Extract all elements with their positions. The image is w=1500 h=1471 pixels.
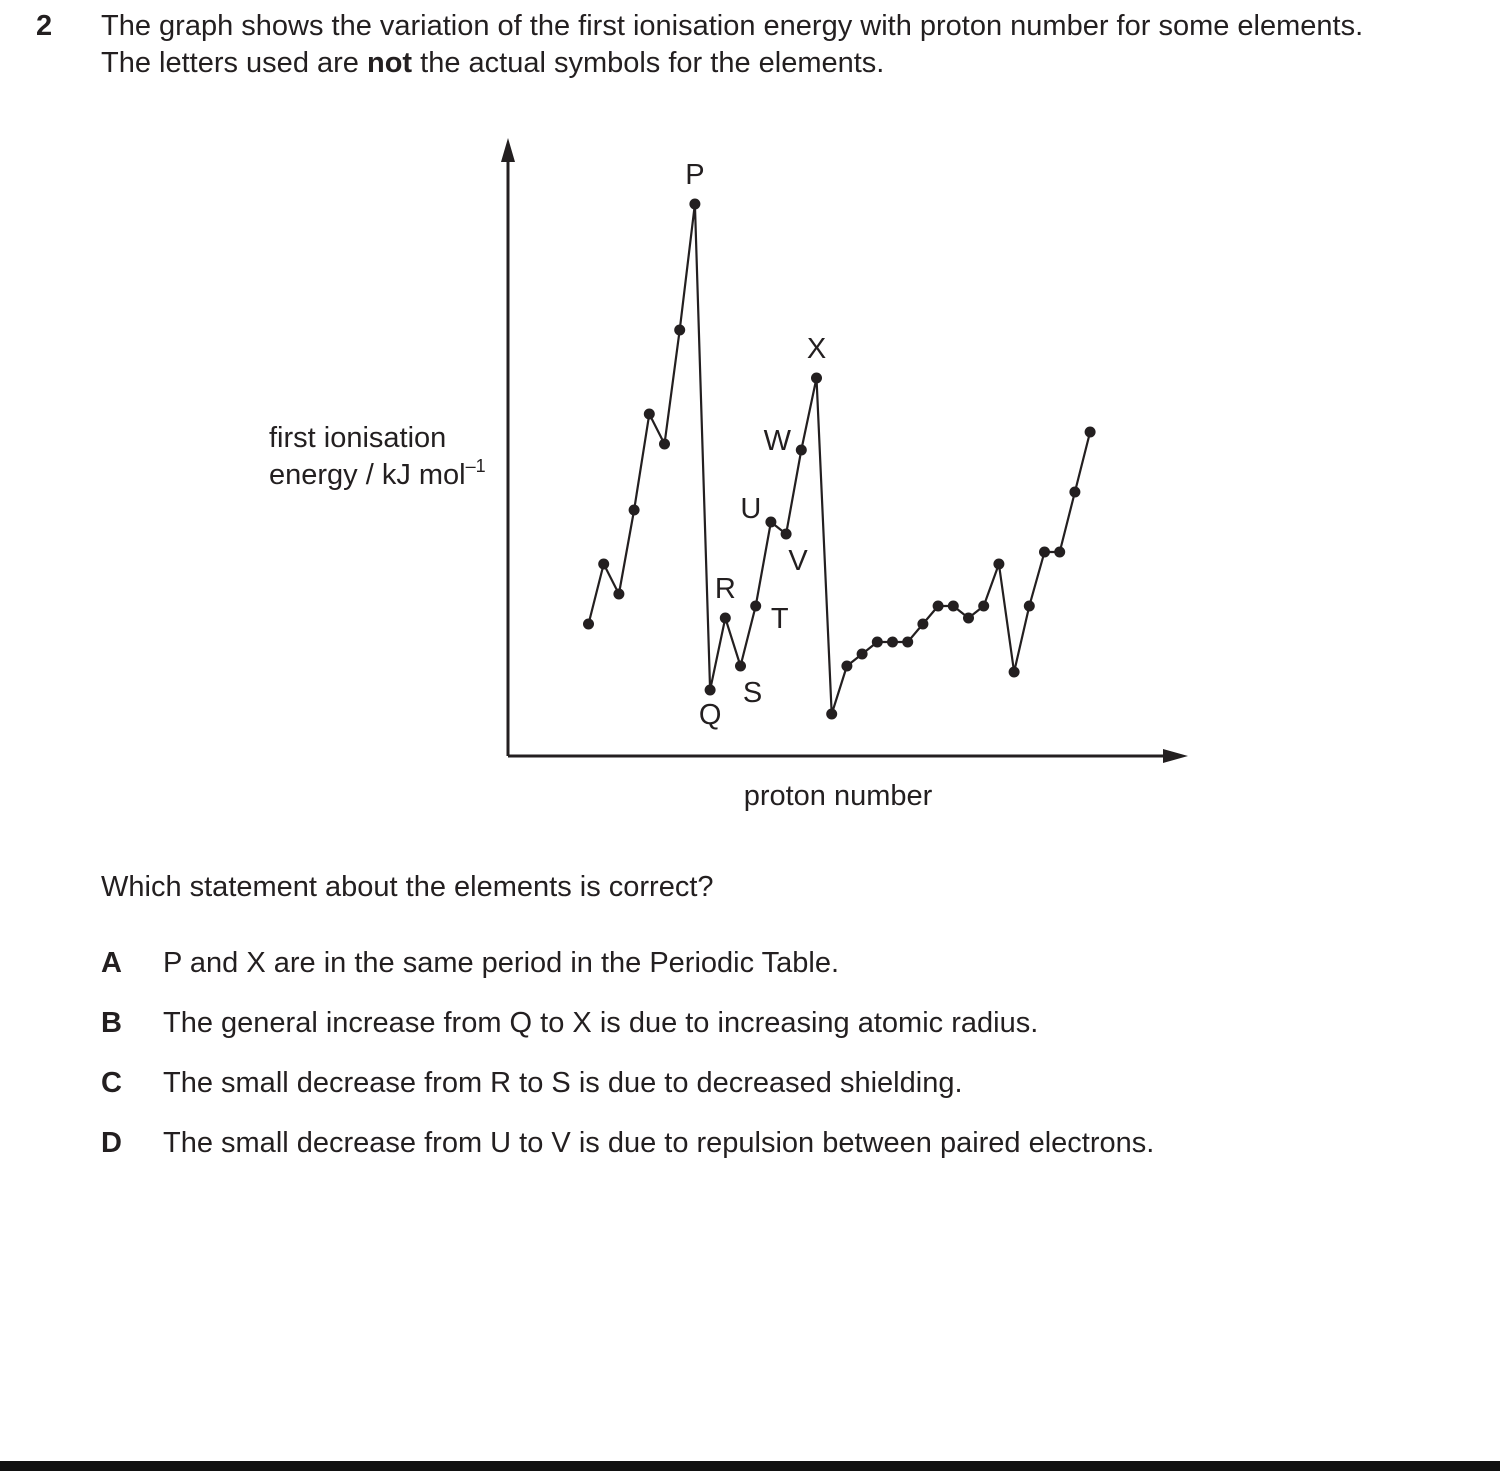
x-axis-label: proton number bbox=[743, 780, 933, 812]
option-c-letter: C bbox=[101, 1067, 122, 1099]
point-label-p: P bbox=[685, 159, 705, 191]
point-label-x: X bbox=[806, 333, 827, 365]
plot-area bbox=[583, 159, 1096, 731]
point-label-s: S bbox=[742, 677, 763, 709]
y-axis-unit-superscript: –1 bbox=[465, 456, 486, 476]
data-point-32 bbox=[1054, 547, 1065, 558]
point-label-r: R bbox=[714, 573, 736, 605]
data-point-20 bbox=[872, 637, 883, 648]
question-stem-line-1: The graph shows the variation of the first ionisation energy with proton number for some elements. bbox=[101, 10, 1364, 42]
option-a[interactable] bbox=[101, 947, 839, 980]
question-number: 2 bbox=[36, 10, 53, 42]
data-point-18 bbox=[841, 661, 852, 672]
stem-text-pre: The letters used are bbox=[101, 47, 367, 79]
data-point-12 bbox=[750, 601, 761, 612]
data-point-11 bbox=[735, 661, 746, 672]
data-point-30 bbox=[1024, 601, 1035, 612]
y-axis-unit: energy / kJ mol bbox=[269, 459, 466, 491]
data-point-8 bbox=[689, 199, 700, 210]
data-point-4 bbox=[629, 505, 640, 516]
y-axis-arrowhead bbox=[501, 138, 515, 162]
point-label-u: U bbox=[740, 493, 762, 525]
stem-text-emphasis: not bbox=[366, 47, 413, 79]
data-point-26 bbox=[963, 613, 974, 624]
data-point-16 bbox=[811, 373, 822, 384]
data-point-5 bbox=[644, 409, 655, 420]
data-point-28 bbox=[993, 559, 1004, 570]
y-axis-label-line-2 bbox=[269, 456, 486, 491]
option-c-text: The small decrease from R to S is due to decreased shielding. bbox=[163, 1067, 963, 1099]
option-c[interactable] bbox=[101, 1067, 963, 1100]
data-point-29 bbox=[1009, 667, 1020, 678]
data-point-24 bbox=[933, 601, 944, 612]
option-d-letter: D bbox=[101, 1127, 122, 1159]
data-point-31 bbox=[1039, 547, 1050, 558]
data-point-9 bbox=[705, 685, 716, 696]
point-label-q: Q bbox=[698, 699, 722, 731]
series-line bbox=[589, 204, 1091, 714]
option-b[interactable] bbox=[101, 1007, 1038, 1040]
data-point-10 bbox=[720, 613, 731, 624]
data-point-27 bbox=[978, 601, 989, 612]
data-point-25 bbox=[948, 601, 959, 612]
data-point-13 bbox=[765, 517, 776, 528]
data-point-7 bbox=[674, 325, 685, 336]
option-d-text: The small decrease from U to V is due to repulsion between paired electrons. bbox=[163, 1127, 1155, 1159]
page-footer-bar bbox=[0, 1461, 1500, 1471]
x-axis-arrowhead bbox=[1163, 749, 1188, 763]
data-point-19 bbox=[857, 649, 868, 660]
point-label-t: T bbox=[770, 603, 789, 635]
option-d[interactable] bbox=[101, 1127, 1154, 1160]
data-point-33 bbox=[1069, 487, 1080, 498]
point-label-w: W bbox=[763, 425, 791, 457]
data-point-3 bbox=[613, 589, 624, 600]
option-a-letter: A bbox=[101, 947, 122, 979]
data-point-34 bbox=[1085, 427, 1096, 438]
data-point-21 bbox=[887, 637, 898, 648]
option-b-letter: B bbox=[101, 1007, 122, 1039]
point-label-v: V bbox=[788, 545, 808, 577]
y-axis-label-line-1: first ionisation bbox=[269, 422, 447, 454]
data-point-17 bbox=[826, 709, 837, 720]
stem-text-post: the actual symbols for the elements. bbox=[412, 47, 885, 79]
question-prompt: Which statement about the elements is correct? bbox=[101, 871, 714, 903]
option-b-text: The general increase from Q to X is due to increasing atomic radius. bbox=[163, 1007, 1039, 1039]
data-point-2 bbox=[598, 559, 609, 570]
data-point-6 bbox=[659, 439, 670, 450]
data-point-1 bbox=[583, 619, 594, 630]
data-point-22 bbox=[902, 637, 913, 648]
option-a-text: P and X are in the same period in the Periodic Table. bbox=[163, 947, 840, 979]
data-point-23 bbox=[917, 619, 928, 630]
data-point-15 bbox=[796, 445, 807, 456]
data-point-14 bbox=[781, 529, 792, 540]
